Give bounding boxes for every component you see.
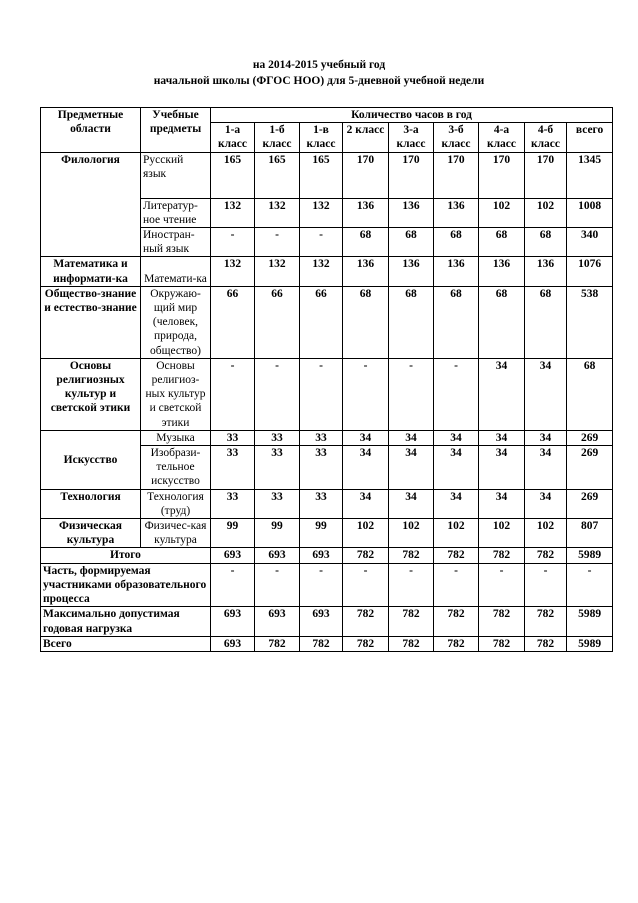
value-cell: 34 — [434, 446, 479, 490]
value-cell: 782 — [389, 636, 434, 651]
value-cell: 782 — [479, 607, 525, 636]
value-cell: - — [434, 358, 479, 430]
table-row — [41, 430, 613, 445]
value-cell: 68 — [525, 286, 567, 358]
value-cell: 782 — [479, 636, 525, 651]
value-cell: 136 — [389, 198, 434, 227]
value-cell: 68 — [525, 228, 567, 257]
value-cell: 34 — [525, 358, 567, 430]
value-cell: 5989 — [567, 548, 613, 563]
value-cell: 33 — [211, 446, 255, 490]
value-cell: 136 — [525, 257, 567, 286]
value-cell: 68 — [389, 286, 434, 358]
value-cell: 68 — [479, 228, 525, 257]
value-cell: 782 — [389, 607, 434, 636]
value-cell: 33 — [255, 430, 300, 445]
value-cell: 782 — [525, 548, 567, 563]
value-cell: 33 — [255, 446, 300, 490]
table-row — [41, 548, 613, 563]
value-cell: 1076 — [567, 257, 613, 286]
value-cell: 782 — [479, 548, 525, 563]
value-cell: 538 — [567, 286, 613, 358]
value-cell: 33 — [300, 489, 343, 518]
value-cell: - — [255, 563, 300, 607]
vsego-label: Всего — [41, 636, 211, 651]
value-cell: 66 — [211, 286, 255, 358]
value-cell: - — [389, 563, 434, 607]
value-cell: 33 — [211, 430, 255, 445]
value-cell: - — [567, 563, 613, 607]
max-load-label: Максимально допустимая годовая нагрузка — [41, 607, 211, 636]
header-class-4b: 4-б класс — [525, 123, 567, 152]
value-cell: 34 — [525, 489, 567, 518]
value-cell: - — [300, 358, 343, 430]
header-class-2: 2 класс — [343, 123, 389, 152]
table-row — [41, 607, 613, 636]
header-class-3b: 3-б класс — [434, 123, 479, 152]
subject-music: Музыка — [141, 430, 211, 445]
value-cell: 102 — [389, 519, 434, 548]
value-cell: 102 — [525, 198, 567, 227]
subject-foreign-language: Иностран-ный язык — [141, 228, 211, 257]
value-cell: 5989 — [567, 636, 613, 651]
value-cell: 68 — [389, 228, 434, 257]
value-cell: 782 — [434, 607, 479, 636]
value-cell: 34 — [479, 430, 525, 445]
value-cell: - — [255, 358, 300, 430]
value-cell: 782 — [343, 636, 389, 651]
value-cell: 782 — [343, 548, 389, 563]
value-cell: 34 — [525, 446, 567, 490]
header-class-4a: 4-а класс — [479, 123, 525, 152]
header-hours: Количество часов в год — [211, 108, 613, 123]
value-cell: 102 — [343, 519, 389, 548]
curriculum-table — [40, 107, 613, 652]
value-cell: 136 — [343, 257, 389, 286]
area-math: Математика и информати-ка — [41, 257, 141, 286]
value-cell: 34 — [479, 446, 525, 490]
value-cell: - — [479, 563, 525, 607]
value-cell: 5989 — [567, 607, 613, 636]
value-cell: - — [343, 358, 389, 430]
value-cell: 68 — [343, 286, 389, 358]
part-label: Часть, формируемая участниками образовательного процесса — [41, 563, 211, 607]
table-row — [41, 286, 613, 358]
value-cell: - — [300, 228, 343, 257]
value-cell: 34 — [479, 489, 525, 518]
subject-world-around: Окружаю-щий мир (человек, природа, общество) — [141, 286, 211, 358]
value-cell: 693 — [300, 607, 343, 636]
area-art: Искусство — [41, 430, 141, 489]
value-cell: 269 — [567, 446, 613, 490]
value-cell: 68 — [434, 228, 479, 257]
subject-literature: Литератур-ное чтение — [141, 198, 211, 227]
table-row — [41, 563, 613, 607]
subject-technology: Технология (труд) — [141, 489, 211, 518]
value-cell: - — [434, 563, 479, 607]
value-cell: - — [211, 228, 255, 257]
value-cell: 34 — [525, 430, 567, 445]
value-cell: 33 — [255, 489, 300, 518]
value-cell: 34 — [343, 430, 389, 445]
value-cell: 782 — [300, 636, 343, 651]
value-cell: 132 — [255, 198, 300, 227]
value-cell: 132 — [211, 198, 255, 227]
value-cell: 68 — [567, 358, 613, 430]
value-cell: 68 — [343, 228, 389, 257]
value-cell: 34 — [389, 430, 434, 445]
value-cell: 136 — [434, 198, 479, 227]
document-heading-school: начальной школы (ФГОС НОО) для 5-дневной учебной недели — [153, 75, 485, 87]
value-cell: 782 — [525, 607, 567, 636]
value-cell: 1008 — [567, 198, 613, 227]
area-social-natural: Общество-знание и естество-знание — [41, 286, 141, 358]
table-row — [41, 489, 613, 518]
value-cell: 66 — [300, 286, 343, 358]
value-cell: 782 — [525, 636, 567, 651]
value-cell: 693 — [300, 548, 343, 563]
value-cell: 136 — [343, 198, 389, 227]
value-cell: 132 — [300, 198, 343, 227]
value-cell: 165 — [211, 152, 255, 198]
value-cell: 102 — [434, 519, 479, 548]
value-cell: 136 — [434, 257, 479, 286]
value-cell: 170 — [434, 152, 479, 198]
value-cell: 102 — [479, 198, 525, 227]
value-cell: 102 — [525, 519, 567, 548]
value-cell: 782 — [343, 607, 389, 636]
value-cell: 99 — [211, 519, 255, 548]
value-cell: 782 — [434, 636, 479, 651]
header-total: всего — [567, 123, 613, 152]
area-philology: Филология — [41, 152, 141, 257]
value-cell: 165 — [300, 152, 343, 198]
subject-visual-art: Изобрази-тельное искусство — [141, 446, 211, 490]
table-row — [41, 257, 613, 286]
header-areas: Предметные области — [41, 108, 141, 153]
subject-physical-education: Физичес-кая культура — [141, 519, 211, 548]
value-cell: 66 — [255, 286, 300, 358]
subject-religion: Основы религиоз-ных культур и светской этики — [141, 358, 211, 430]
value-cell: - — [211, 563, 255, 607]
value-cell: 33 — [300, 430, 343, 445]
value-cell: 34 — [434, 430, 479, 445]
value-cell: 693 — [211, 636, 255, 651]
header-subjects: Учебные предметы — [141, 108, 211, 153]
header-class-1a: 1-а класс — [211, 123, 255, 152]
value-cell: 34 — [434, 489, 479, 518]
value-cell: 34 — [343, 489, 389, 518]
value-cell: 34 — [479, 358, 525, 430]
header-row-top — [41, 108, 613, 123]
value-cell: - — [300, 563, 343, 607]
value-cell: 170 — [343, 152, 389, 198]
value-cell: 68 — [479, 286, 525, 358]
value-cell: 99 — [300, 519, 343, 548]
value-cell: 693 — [255, 548, 300, 563]
table-row — [41, 519, 613, 548]
value-cell: 170 — [479, 152, 525, 198]
table-row — [41, 152, 613, 198]
table-row — [41, 636, 613, 651]
value-cell: 1345 — [567, 152, 613, 198]
value-cell: 99 — [255, 519, 300, 548]
header-class-1v: 1-в класс — [300, 123, 343, 152]
value-cell: 68 — [434, 286, 479, 358]
area-religion: Основы религиозных культур и светской этики — [41, 358, 141, 430]
value-cell: 33 — [211, 489, 255, 518]
value-cell: 33 — [300, 446, 343, 490]
value-cell: 782 — [389, 548, 434, 563]
value-cell: 782 — [434, 548, 479, 563]
itogo-label: Итого — [41, 548, 211, 563]
value-cell: 34 — [389, 446, 434, 490]
value-cell: 782 — [255, 636, 300, 651]
value-cell: 136 — [479, 257, 525, 286]
header-class-1b: 1-б класс — [255, 123, 300, 152]
value-cell: 132 — [211, 257, 255, 286]
area-technology: Технология — [41, 489, 141, 518]
value-cell: 693 — [211, 607, 255, 636]
value-cell: 136 — [389, 257, 434, 286]
value-cell: 132 — [300, 257, 343, 286]
value-cell: - — [255, 228, 300, 257]
value-cell: 102 — [479, 519, 525, 548]
value-cell: 170 — [389, 152, 434, 198]
header-class-3a: 3-а класс — [389, 123, 434, 152]
value-cell: - — [211, 358, 255, 430]
value-cell: 340 — [567, 228, 613, 257]
table-row — [41, 358, 613, 430]
value-cell: 807 — [567, 519, 613, 548]
value-cell: 269 — [567, 430, 613, 445]
value-cell: 34 — [389, 489, 434, 518]
value-cell: - — [389, 358, 434, 430]
value-cell: 165 — [255, 152, 300, 198]
value-cell: 269 — [567, 489, 613, 518]
value-cell: 34 — [343, 446, 389, 490]
subject-math: Математи-ка — [141, 257, 211, 286]
area-physical-education: Физическая культура — [41, 519, 141, 548]
value-cell: - — [525, 563, 567, 607]
value-cell: 170 — [525, 152, 567, 198]
value-cell: - — [343, 563, 389, 607]
value-cell: 693 — [255, 607, 300, 636]
value-cell: 132 — [255, 257, 300, 286]
document-heading-year: на 2014-2015 учебный год — [252, 59, 386, 71]
subject-russian: Русский язык — [141, 152, 211, 198]
value-cell: 693 — [211, 548, 255, 563]
